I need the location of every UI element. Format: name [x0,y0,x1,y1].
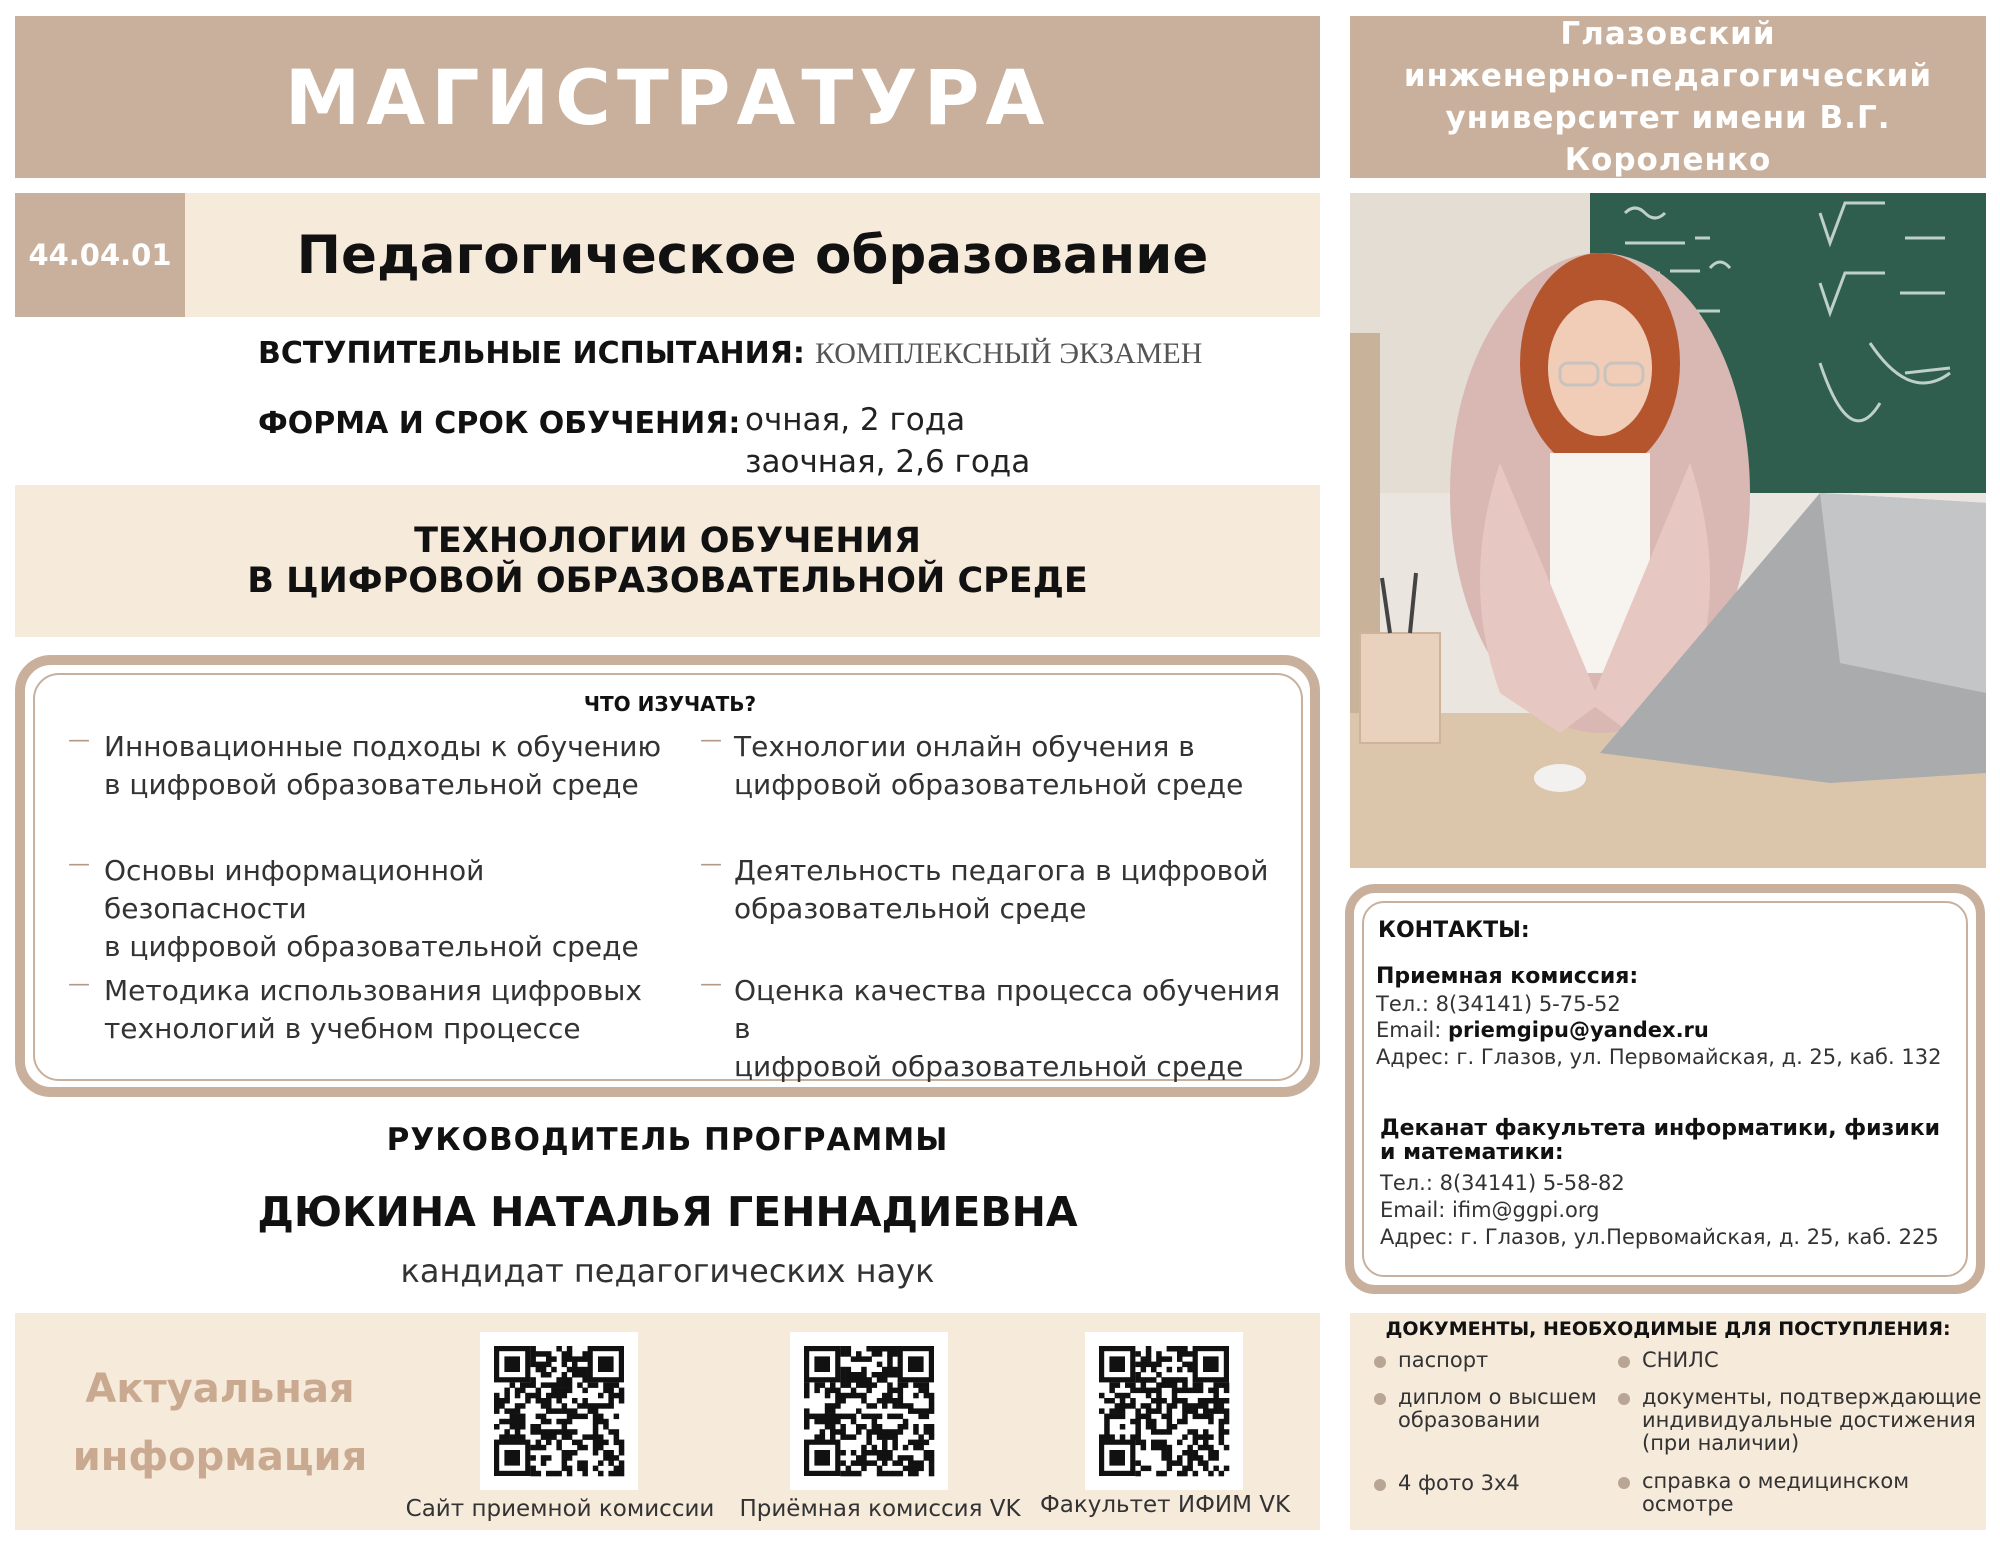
admission-office-email[interactable]: priemgipu@yandex.ru [1448,1018,1709,1042]
bullet-icon [1618,1393,1630,1405]
dean-office-title [1380,1117,1940,1165]
dash-icon: — [700,852,722,877]
document-item [1642,1470,1909,1516]
dean-office-email[interactable]: Email: ifim@ggpi.org [1380,1198,1600,1222]
dean-office-title-line: и математики: [1380,1140,1564,1165]
exam-label: ВСТУПИТЕЛЬНЫЕ ИСПЫТАНИЯ: [258,336,805,371]
supervisor-degree: кандидат педагогических наук [400,1252,935,1290]
form-value-parttime: заочная, 2,6 года [745,444,1031,480]
admission-office-address: Адрес: г. Глазов, ул. Первомайская, д. 25, каб. 132 [1376,1045,1942,1069]
qr-caption-admission-vk: Приёмная комиссия VK [739,1496,1021,1522]
admission-office-email-label: Email: [1376,1018,1449,1042]
dean-office-address: Адрес: г. Глазов, ул.Первомайская, д. 25, каб. 225 [1380,1225,1939,1249]
program-name: Педагогическое образование [296,224,1209,286]
study-item-line: Технологии онлайн обучения в [734,730,1195,763]
bullet-icon [1374,1356,1386,1368]
study-item-line: образовательной среде [734,892,1087,925]
document-item-line: справка о медицинском [1642,1469,1910,1493]
document-item [1642,1386,1981,1455]
study-item-line: технологий в учебном процессе [104,1012,581,1045]
university-banner [1350,16,1986,178]
dean-office-title-line: Деканат факультета информатики, физики [1380,1116,1941,1141]
document-item-line: (при наличии) [1642,1431,1800,1455]
document-item-line: документы, подтверждающие [1642,1385,1982,1409]
form-value-fulltime: очная, 2 года [745,402,966,438]
exam-value: КОМПЛЕКСНЫЙ ЭКЗАМЕН [815,337,1203,370]
study-item-line: Основы информационной безопасности [104,854,485,925]
document-item: СНИЛС [1642,1348,1719,1372]
dash-icon: — [68,728,90,753]
document-item [1398,1386,1597,1432]
university-line-3: университет имени В.Г. Короленко [1445,100,1891,178]
document-item-line: индивидуальные достижения [1642,1408,1976,1432]
study-title: ЧТО ИЗУЧАТЬ? [583,692,757,716]
admission-office-title: Приемная комиссия: [1376,964,1639,989]
title-banner [15,16,1320,178]
document-item-line: осмотре [1642,1492,1734,1516]
qr-code-icon [790,1332,948,1490]
document-item: 4 фото 3х4 [1398,1471,1520,1495]
documents-title: ДОКУМЕНТЫ, НЕОБХОДИМЫЕ ДЛЯ ПОСТУПЛЕНИЯ: [1385,1318,1951,1340]
specialization-line-1: ТЕХНОЛОГИИ ОБУЧЕНИЯ [414,521,921,561]
qr-code-admission-site[interactable] [480,1332,638,1490]
study-item [734,972,1294,1086]
bullet-icon [1374,1393,1386,1405]
dash-icon: — [700,728,722,753]
bullet-icon [1618,1356,1630,1368]
study-item-line: в цифровой образовательной среде [104,768,639,801]
study-item [104,972,664,1048]
program-name-box [185,193,1320,317]
qr-caption-faculty-vk: Факультет ИФИМ VK [1039,1492,1291,1518]
study-item [734,728,1294,804]
supervisor-label: РУКОВОДИТЕЛЬ ПРОГРАММЫ [386,1122,949,1158]
study-item-line: цифровой образовательной среде [734,1050,1244,1083]
bullet-icon [1618,1477,1630,1489]
qr-code-admission-vk[interactable] [790,1332,948,1490]
qr-code-faculty-vk[interactable] [1085,1332,1243,1490]
study-item [104,852,664,966]
supervisor-name: ДЮКИНА НАТАЛЬЯ ГЕННАДИЕВНА [257,1188,1078,1236]
university-line-1: Глазовский [1560,16,1776,52]
qr-code-icon [480,1332,638,1490]
program-code-box [15,193,185,317]
admission-office-email-row [1376,1017,1709,1044]
dean-office-phone: Тел.: 8(34141) 5-58-82 [1380,1171,1625,1195]
admission-office-phone: Тел.: 8(34141) 5-75-52 [1376,992,1621,1016]
document-item-line: диплом о высшем [1398,1385,1597,1409]
study-item-line: Оценка качества процесса обучения в [734,974,1281,1045]
study-item-line: Методика использования цифровых [104,974,642,1007]
specialization-line-2: В ЦИФРОВОЙ ОБРАЗОВАТЕЛЬНОЙ СРЕДЕ [247,561,1088,601]
study-item-line: Инновационные подходы к обучению [104,730,662,763]
qr-caption-admission-site: Сайт приемной комиссии [405,1496,715,1522]
study-item [104,728,664,804]
study-item-line: цифровой образовательной среде [734,768,1244,801]
contacts-title: КОНТАКТЫ: [1378,918,1530,943]
program-code: 44.04.01 [28,238,172,272]
page-title: МАГИСТРАТУРА [284,52,1051,142]
study-item-line: в цифровой образовательной среде [104,930,639,963]
actual-info-line-1: Актуальная [85,1366,355,1412]
qr-code-icon [1085,1332,1243,1490]
dash-icon: — [68,972,90,997]
bullet-icon [1374,1479,1386,1491]
dash-icon: — [700,972,722,997]
university-line-2: инженерно-педагогический [1403,58,1933,94]
study-item-line: Деятельность педагога в цифровой [734,854,1269,887]
specialization-box [15,485,1320,637]
teacher-photo [1350,193,1986,868]
study-item [734,852,1294,928]
document-item-line: образовании [1398,1408,1541,1432]
actual-info-heading [60,1355,380,1491]
document-item: паспорт [1398,1348,1489,1372]
actual-info-line-2: информация [72,1434,368,1480]
dash-icon: — [68,852,90,877]
form-label: ФОРМА И СРОК ОБУЧЕНИЯ: [258,406,741,441]
